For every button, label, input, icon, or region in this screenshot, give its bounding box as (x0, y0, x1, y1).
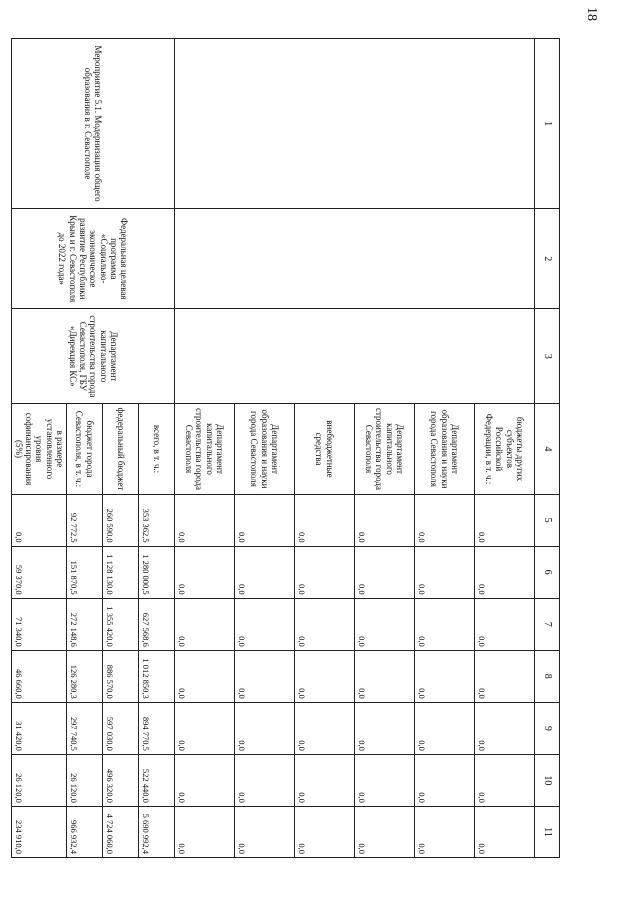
budget-table (11, 38, 560, 858)
value-cell: 1 280 000,5 (139, 546, 175, 598)
value-cell: 0,0 (235, 702, 295, 754)
value-cell: 522 440,0 (139, 754, 175, 806)
empty-cell (355, 39, 415, 209)
program-name: Федеральная целевая программа «Социально-экономическое развитие Республики Крым и г. Севастополя до 2022 года» (12, 209, 175, 309)
value-cell: 0,0 (175, 494, 235, 546)
value-cell: 26 120,0 (12, 754, 67, 806)
row-label: всего, в т. ч.: (139, 404, 175, 494)
value-cell: 0,0 (475, 494, 535, 546)
empty-cell (235, 39, 295, 209)
value-cell: 0,0 (415, 702, 475, 754)
value-cell: 0,0 (355, 754, 415, 806)
col-header: 5 (535, 494, 560, 546)
value-cell: 0,0 (175, 598, 235, 650)
value-cell: 0,0 (355, 650, 415, 702)
value-cell: 0,0 (235, 806, 295, 857)
empty-cell (355, 209, 415, 309)
value-cell: 0,0 (355, 494, 415, 546)
value-cell: 0,0 (415, 598, 475, 650)
value-cell: 297 740,5 (67, 702, 103, 754)
value-cell: 0,0 (415, 754, 475, 806)
empty-cell (175, 209, 235, 309)
table-row (175, 39, 235, 858)
value-cell: 0,0 (175, 754, 235, 806)
row-label: бюджет города Севастополя, в т. ч.: (67, 404, 103, 494)
table-row (355, 39, 415, 858)
value-cell: 0,0 (415, 546, 475, 598)
row-label: внебюджетные средства (295, 404, 355, 494)
empty-cell (175, 39, 235, 209)
row-label: в размере установленного уровня софинансирования (5%) (12, 404, 67, 494)
row-label: Департамент капитального строительства города Севастополя (175, 404, 235, 494)
col-header: 4 (535, 404, 560, 494)
col-header: 8 (535, 650, 560, 702)
row-label: Департамент образования и науки города Севастополя (415, 404, 475, 494)
value-cell: 886 570,0 (103, 650, 139, 702)
value-cell: 0,0 (415, 650, 475, 702)
empty-cell (235, 309, 295, 404)
value-cell: 26 120,0 (67, 754, 103, 806)
value-cell: 4 724 060,0 (103, 806, 139, 857)
value-cell: 0,0 (235, 494, 295, 546)
value-cell: 0,0 (295, 806, 355, 857)
table-row (235, 39, 295, 858)
value-cell: 0,0 (355, 806, 415, 857)
value-cell: 71 340,0 (12, 598, 67, 650)
row-label: бюджеты других субъектов Российской Федерации, в т. ч.: (475, 404, 535, 494)
value-cell: 0,0 (175, 702, 235, 754)
value-cell: 272 148,6 (67, 598, 103, 650)
value-cell: 234 910,0 (12, 806, 67, 857)
value-cell: 260 590,0 (103, 494, 139, 546)
col-header: 10 (535, 754, 560, 806)
row-label: Департамент капитального строительства города Севастополя (355, 404, 415, 494)
col-header: 2 (535, 209, 560, 309)
empty-cell (415, 39, 475, 209)
measure-name: Мероприятие 5.1. Модернизация общего образования в г. Севастополе (12, 39, 175, 209)
col-header: 1 (535, 39, 560, 209)
value-cell: 0,0 (295, 702, 355, 754)
table-row (139, 39, 175, 858)
empty-cell (475, 209, 535, 309)
empty-cell (295, 39, 355, 209)
empty-cell (415, 309, 475, 404)
empty-cell (175, 309, 235, 404)
value-cell: 46 660,0 (12, 650, 67, 702)
empty-cell (355, 309, 415, 404)
executor-name: Департамент капитального строительства города Севастополя, ГБУ «Дирекция КС» (12, 309, 175, 404)
page-number: 18 (584, 7, 599, 21)
value-cell: 0,0 (175, 806, 235, 857)
value-cell: 0,0 (475, 650, 535, 702)
value-cell: 0,0 (475, 702, 535, 754)
value-cell: 0,0 (235, 650, 295, 702)
row-label: федеральный бюджет (103, 404, 139, 494)
value-cell: 0,0 (235, 546, 295, 598)
header-row (535, 39, 560, 858)
table-row (475, 39, 535, 858)
col-header: 7 (535, 598, 560, 650)
empty-cell (235, 209, 295, 309)
value-cell: 0,0 (12, 494, 67, 546)
value-cell: 5 690 992,4 (139, 806, 175, 857)
row-label: Департамент образования и науки города Севастополя (235, 404, 295, 494)
col-header: 3 (535, 309, 560, 404)
table-row (295, 39, 355, 858)
value-cell: 353 362,5 (139, 494, 175, 546)
rotated-table-wrapper (13, 38, 560, 858)
value-cell: 0,0 (475, 806, 535, 857)
value-cell: 0,0 (415, 494, 475, 546)
empty-cell (475, 39, 535, 209)
value-cell: 0,0 (415, 806, 475, 857)
value-cell: 0,0 (355, 702, 415, 754)
value-cell: 966 932,4 (67, 806, 103, 857)
value-cell: 59 370,0 (12, 546, 67, 598)
rotated-page (13, 38, 560, 858)
value-cell: 0,0 (295, 598, 355, 650)
value-cell: 0,0 (295, 546, 355, 598)
empty-cell (475, 309, 535, 404)
col-header: 6 (535, 546, 560, 598)
value-cell: 0,0 (295, 494, 355, 546)
value-cell: 31 420,0 (12, 702, 67, 754)
table-row (415, 39, 475, 858)
value-cell: 126 280,3 (67, 650, 103, 702)
value-cell: 0,0 (175, 546, 235, 598)
value-cell: 0,0 (355, 546, 415, 598)
value-cell: 0,0 (235, 754, 295, 806)
value-cell: 0,0 (355, 598, 415, 650)
value-cell: 0,0 (475, 546, 535, 598)
value-cell: 597 030,0 (103, 702, 139, 754)
value-cell: 627 568,6 (139, 598, 175, 650)
value-cell: 0,0 (475, 754, 535, 806)
value-cell: 1 012 850,3 (139, 650, 175, 702)
value-cell: 894 770,5 (139, 702, 175, 754)
value-cell: 1 355 420,0 (103, 598, 139, 650)
value-cell: 0,0 (235, 598, 295, 650)
value-cell: 0,0 (295, 754, 355, 806)
value-cell: 496 320,0 (103, 754, 139, 806)
value-cell: 151 870,5 (67, 546, 103, 598)
value-cell: 92 772,5 (67, 494, 103, 546)
col-header: 11 (535, 806, 560, 857)
value-cell: 1 128 130,0 (103, 546, 139, 598)
value-cell: 0,0 (175, 650, 235, 702)
empty-cell (295, 209, 355, 309)
value-cell: 0,0 (295, 650, 355, 702)
empty-cell (415, 209, 475, 309)
value-cell: 0,0 (475, 598, 535, 650)
empty-cell (295, 309, 355, 404)
col-header: 9 (535, 702, 560, 754)
